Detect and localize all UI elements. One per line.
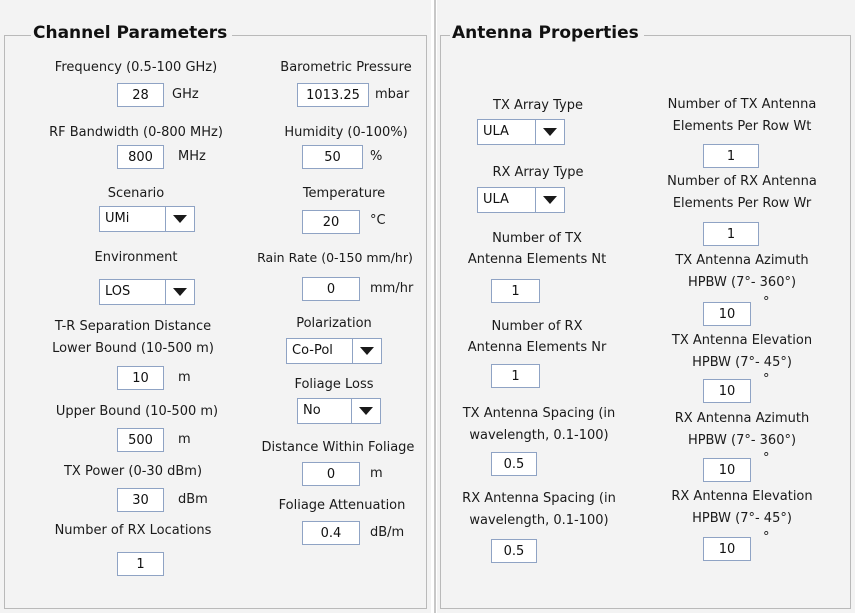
tx-per-row-label-line2: Elements Per Row Wt	[672, 119, 812, 134]
foliage-distance-label: Distance Within Foliage	[261, 440, 415, 455]
humidity-unit: %	[370, 149, 383, 164]
tx-array-type-value: ULA	[483, 124, 509, 139]
lower-bound-input[interactable]	[117, 366, 164, 390]
upper-bound-input[interactable]	[117, 428, 164, 452]
scenario-label: Scenario	[107, 186, 165, 201]
environment-value: LOS	[105, 284, 131, 299]
temperature-unit: °C	[370, 213, 386, 228]
environment-select[interactable]	[99, 279, 195, 305]
frequency-label: Frequency (0.5-100 GHz)	[54, 60, 218, 75]
rx-elevation-label-line1: RX Antenna Elevation	[671, 489, 813, 504]
rx-elements-input[interactable]	[491, 364, 540, 388]
frequency-unit: GHz	[172, 87, 199, 102]
chevron-down-icon[interactable]	[535, 120, 564, 144]
tx-per-row-label-line1: Number of TX Antenna	[667, 97, 817, 112]
upper-bound-label: Upper Bound (10-500 m)	[55, 404, 219, 419]
rx-per-row-label-line1: Number of RX Antenna	[667, 174, 817, 189]
polarization-value: Co-Pol	[292, 343, 333, 358]
humidity-input[interactable]	[302, 145, 363, 169]
rx-spacing-label-line2: wavelength, 0.1-100)	[469, 513, 609, 528]
temperature-input[interactable]	[302, 210, 360, 234]
rx-elements-label-line2: Antenna Elements Nr	[467, 340, 607, 355]
frequency-input[interactable]	[117, 83, 164, 107]
chevron-down-icon[interactable]	[165, 280, 194, 304]
rx-elevation-input[interactable]	[703, 537, 751, 561]
tx-elements-label-line1: Number of TX	[492, 231, 582, 246]
lower-bound-unit: m	[178, 370, 191, 385]
bandwidth-label: RF Bandwidth (0-800 MHz)	[49, 125, 223, 140]
scenario-select[interactable]	[99, 206, 195, 232]
tx-elevation-label-line1: TX Antenna Elevation	[671, 333, 813, 348]
antenna-properties-panel	[437, 0, 855, 613]
upper-bound-unit: m	[178, 432, 191, 447]
rx-elevation-label-line2: HPBW (7°- 45°)	[692, 511, 792, 526]
rx-array-type-label: RX Array Type	[492, 165, 584, 180]
tx-azimuth-unit: °	[763, 295, 770, 310]
rx-per-row-input[interactable]	[703, 222, 759, 246]
tx-elements-label-line2: Antenna Elements Nt	[467, 252, 607, 267]
chevron-down-icon[interactable]	[165, 207, 194, 231]
foliage-distance-input[interactable]	[302, 462, 360, 486]
environment-label: Environment	[94, 250, 178, 265]
channel-parameters-title: Channel Parameters	[31, 22, 232, 44]
rx-array-type-select[interactable]	[477, 187, 565, 213]
tx-power-input[interactable]	[117, 488, 164, 512]
panel-splitter	[434, 0, 436, 613]
tx-spacing-label-line1: TX Antenna Spacing (in	[462, 406, 616, 421]
foliage-distance-unit: m	[370, 466, 383, 481]
tx-azimuth-label-line2: HPBW (7°- 360°)	[687, 275, 797, 290]
rx-array-type-value: ULA	[483, 192, 509, 207]
pressure-unit: mbar	[375, 87, 410, 102]
tx-power-label: TX Power (0-30 dBm)	[63, 464, 203, 479]
rx-locations-label: Number of RX Locations	[54, 523, 212, 538]
rx-azimuth-label-line2: HPBW (7°- 360°)	[687, 433, 797, 448]
bandwidth-unit: MHz	[178, 149, 206, 164]
bandwidth-input[interactable]	[117, 145, 164, 169]
tx-azimuth-input[interactable]	[703, 302, 751, 326]
tx-azimuth-label-line1: TX Antenna Azimuth	[675, 253, 809, 268]
polarization-select[interactable]	[286, 338, 382, 364]
rx-elevation-unit: °	[763, 530, 770, 545]
foliage-loss-label: Foliage Loss	[294, 377, 374, 392]
foliage-loss-value: No	[303, 403, 321, 418]
rx-spacing-label-line1: RX Antenna Spacing (in	[462, 491, 616, 506]
tx-per-row-input[interactable]	[703, 144, 759, 168]
rx-elements-label-line1: Number of RX	[491, 319, 583, 334]
antenna-properties-title: Antenna Properties	[450, 22, 644, 44]
chevron-down-icon[interactable]	[351, 399, 380, 423]
tx-power-unit: dBm	[178, 492, 208, 507]
tr-separation-label: T-R Separation Distance	[54, 319, 212, 334]
rx-locations-input[interactable]	[117, 552, 164, 576]
scenario-value: UMi	[105, 211, 130, 226]
tx-elements-input[interactable]	[491, 279, 540, 303]
pressure-input[interactable]	[297, 83, 369, 107]
tx-elevation-input[interactable]	[703, 379, 751, 403]
tx-array-type-label: TX Array Type	[493, 98, 583, 113]
rx-per-row-label-line2: Elements Per Row Wr	[672, 196, 812, 211]
humidity-label: Humidity (0-100%)	[284, 125, 408, 140]
rx-azimuth-label-line1: RX Antenna Azimuth	[674, 411, 810, 426]
tx-elevation-label-line2: HPBW (7°- 45°)	[692, 355, 792, 370]
polarization-label: Polarization	[296, 316, 372, 331]
chevron-down-icon[interactable]	[352, 339, 381, 363]
foliage-attenuation-input[interactable]	[302, 521, 360, 545]
chevron-down-icon[interactable]	[535, 188, 564, 212]
rx-spacing-input[interactable]	[491, 539, 537, 563]
rx-azimuth-unit: °	[763, 451, 770, 466]
lower-bound-label: Lower Bound (10-500 m)	[52, 341, 214, 356]
foliage-attenuation-label: Foliage Attenuation	[278, 498, 406, 513]
tx-spacing-label-line2: wavelength, 0.1-100)	[469, 428, 609, 443]
foliage-attenuation-unit: dB/m	[370, 525, 405, 540]
temperature-label: Temperature	[302, 186, 386, 201]
rain-rate-input[interactable]	[302, 277, 360, 301]
rain-rate-label: Rain Rate (0-150 mm/hr)	[257, 250, 413, 265]
foliage-loss-select[interactable]	[297, 398, 381, 424]
rx-azimuth-input[interactable]	[703, 458, 751, 482]
tx-elevation-unit: °	[763, 372, 770, 387]
pressure-label: Barometric Pressure	[280, 60, 412, 75]
rain-rate-unit: mm/hr	[370, 281, 414, 296]
tx-spacing-input[interactable]	[491, 452, 537, 476]
tx-array-type-select[interactable]	[477, 119, 565, 145]
